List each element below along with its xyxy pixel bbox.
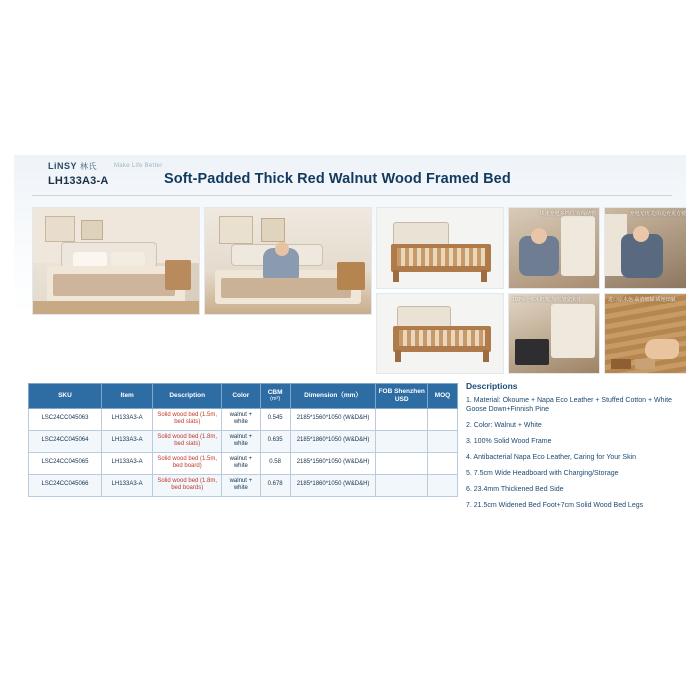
person-head-shape bbox=[531, 228, 547, 244]
description-item-3: 3. 100% Solid Wood Frame bbox=[466, 438, 552, 446]
column-header-dimension: Dimension（mm） bbox=[290, 384, 376, 409]
bed-leg-left bbox=[395, 350, 401, 362]
cell-cbm: 0.58 bbox=[260, 452, 290, 474]
wood-grain-detail-photo bbox=[604, 293, 686, 374]
column-header-cbm-label: CBM bbox=[267, 388, 283, 396]
column-header-item: Item bbox=[101, 384, 152, 409]
descriptions-section bbox=[466, 381, 680, 517]
cell-cbm: 0.678 bbox=[260, 474, 290, 496]
cell-fob bbox=[376, 452, 427, 474]
blanket-shape bbox=[221, 278, 351, 298]
description-item-4: 4. Antibacterial Napa Eco Leather, Caring for Your Skin bbox=[466, 454, 637, 462]
cell-description: Solid wood bed (1.8m, bed slats) bbox=[153, 430, 222, 452]
headboard-shape bbox=[393, 222, 449, 246]
headboard-shape bbox=[397, 306, 451, 328]
table-row bbox=[29, 474, 458, 496]
cell-dimension: 2185*1560*1050 (W&D&H) bbox=[290, 452, 376, 474]
bed-frame-angle-photo bbox=[376, 293, 504, 374]
bed-leg-right bbox=[481, 270, 487, 282]
person-head-shape bbox=[275, 242, 289, 256]
wall-art-1 bbox=[45, 216, 75, 242]
wall-art-1 bbox=[219, 216, 253, 244]
headboard-charging-detail-photo bbox=[508, 207, 600, 289]
sku-table bbox=[28, 383, 458, 497]
person-head-shape bbox=[633, 226, 649, 242]
bedroom-wide-photo bbox=[32, 207, 200, 315]
description-item-5: 5. 7.5cm Wide Headboard with Charging/Storage bbox=[466, 470, 619, 478]
cell-moq bbox=[427, 430, 457, 452]
bed-leg-right bbox=[483, 350, 489, 362]
headboard-shape bbox=[561, 216, 595, 276]
cell-description: Solid wood bed (1.5m, bed board) bbox=[153, 452, 222, 474]
column-header-description: Description bbox=[153, 384, 222, 409]
floor-shape bbox=[33, 301, 199, 314]
cell-fob bbox=[376, 474, 427, 496]
description-item-7: 7. 21.5cm Widened Bed Foot+7cm Solid Wood Bed Legs bbox=[466, 502, 644, 510]
cell-item: LH133A3-A bbox=[101, 408, 152, 430]
cell-cbm: 0.635 bbox=[260, 430, 290, 452]
table-header-row bbox=[29, 384, 458, 409]
description-item-2: 2. Color: Walnut + White bbox=[466, 422, 542, 430]
brand-name-cn: 林氏 bbox=[80, 162, 98, 171]
cell-color: walnut + white bbox=[222, 408, 261, 430]
column-header-cbm-unit: (m³) bbox=[270, 396, 281, 403]
column-header-color: Color bbox=[222, 384, 261, 409]
cell-color: walnut + white bbox=[222, 452, 261, 474]
brand-slogan: Make Life Better bbox=[114, 163, 163, 169]
cell-sku: LSC24CC045066 bbox=[29, 474, 102, 496]
table-row bbox=[29, 408, 458, 430]
bed-slats-shape bbox=[399, 330, 485, 346]
photo-caption: 快速充电多档位 有线储物 bbox=[539, 211, 596, 217]
column-header-moq: MOQ bbox=[427, 384, 457, 409]
brand-logo bbox=[48, 161, 97, 172]
cell-sku: LSC24CC045065 bbox=[29, 452, 102, 474]
nightstand-shape bbox=[165, 260, 191, 290]
column-header-cbm bbox=[260, 384, 290, 409]
description-item-6: 6. 23.4mm Thickened Bed Side bbox=[466, 486, 564, 494]
cell-color: walnut + white bbox=[222, 430, 261, 452]
cell-item: LH133A3-A bbox=[101, 452, 152, 474]
table-row bbox=[29, 430, 458, 452]
cell-dimension: 2185*1860*1050 (W&D&H) bbox=[290, 474, 376, 496]
cell-color: walnut + white bbox=[222, 474, 261, 496]
wall-art-2 bbox=[261, 218, 285, 242]
table-row bbox=[29, 452, 458, 474]
wall-art-2 bbox=[81, 220, 103, 240]
person-on-bed-photo bbox=[204, 207, 372, 315]
bed-leg-left bbox=[393, 270, 399, 282]
cell-description: Solid wood bed (1.8m, bed boards) bbox=[153, 474, 222, 496]
column-header-sku: SKU bbox=[29, 384, 102, 409]
descriptions-title: Descriptions bbox=[466, 381, 518, 391]
bed-slats-shape bbox=[397, 248, 485, 266]
cell-item: LH133A3-A bbox=[101, 474, 152, 496]
cell-fob bbox=[376, 430, 427, 452]
photo-caption: 100%全实木框架 加厚加宽床体 bbox=[512, 297, 582, 303]
cell-sku: LSC24CC045064 bbox=[29, 430, 102, 452]
model-code: LH133A3-A bbox=[48, 175, 109, 187]
cell-moq bbox=[427, 408, 457, 430]
product-image-strip bbox=[32, 207, 686, 374]
column-header-fob: FOB Shenzhen USD bbox=[376, 384, 427, 409]
headboard-shape bbox=[551, 304, 595, 358]
sku-table-container bbox=[28, 383, 458, 497]
cell-moq bbox=[427, 474, 457, 496]
cell-description: Solid wood bed (1.5m, bed slats) bbox=[153, 408, 222, 430]
blanket-shape bbox=[53, 274, 175, 296]
cell-moq bbox=[427, 452, 457, 474]
page-title: Soft-Padded Thick Red Walnut Wood Framed Bed bbox=[164, 171, 511, 187]
product-spec-sheet bbox=[14, 155, 686, 557]
storage-box-shape bbox=[515, 339, 549, 365]
wood-swatch-1 bbox=[611, 359, 631, 369]
brand-name: LiNSY bbox=[48, 161, 78, 171]
cell-cbm: 0.545 bbox=[260, 408, 290, 430]
photo-caption: 充电无忧 边用边充更方便 bbox=[629, 211, 686, 217]
cell-sku: LSC24CC045063 bbox=[29, 408, 102, 430]
cell-fob bbox=[376, 408, 427, 430]
header-divider bbox=[32, 195, 672, 196]
description-item-1: 1. Material: Okoume + Napa Eco Leather + Stuffed Cotton + White Goose Down+Finnish Pine bbox=[466, 397, 672, 414]
person-reading-detail-photo bbox=[604, 207, 686, 289]
hand-shape bbox=[645, 339, 679, 359]
sheet-header bbox=[14, 155, 686, 201]
wood-swatch-2 bbox=[635, 359, 655, 369]
storage-detail-photo bbox=[508, 293, 600, 374]
cell-item: LH133A3-A bbox=[101, 430, 152, 452]
photo-caption: 进口原木色 高清细腻 质地细腻 bbox=[608, 297, 676, 303]
cell-dimension: 2185*1860*1050 (W&D&H) bbox=[290, 430, 376, 452]
cell-dimension: 2185*1560*1050 (W&D&H) bbox=[290, 408, 376, 430]
bed-frame-slats-photo bbox=[376, 207, 504, 289]
nightstand-shape bbox=[337, 262, 365, 290]
